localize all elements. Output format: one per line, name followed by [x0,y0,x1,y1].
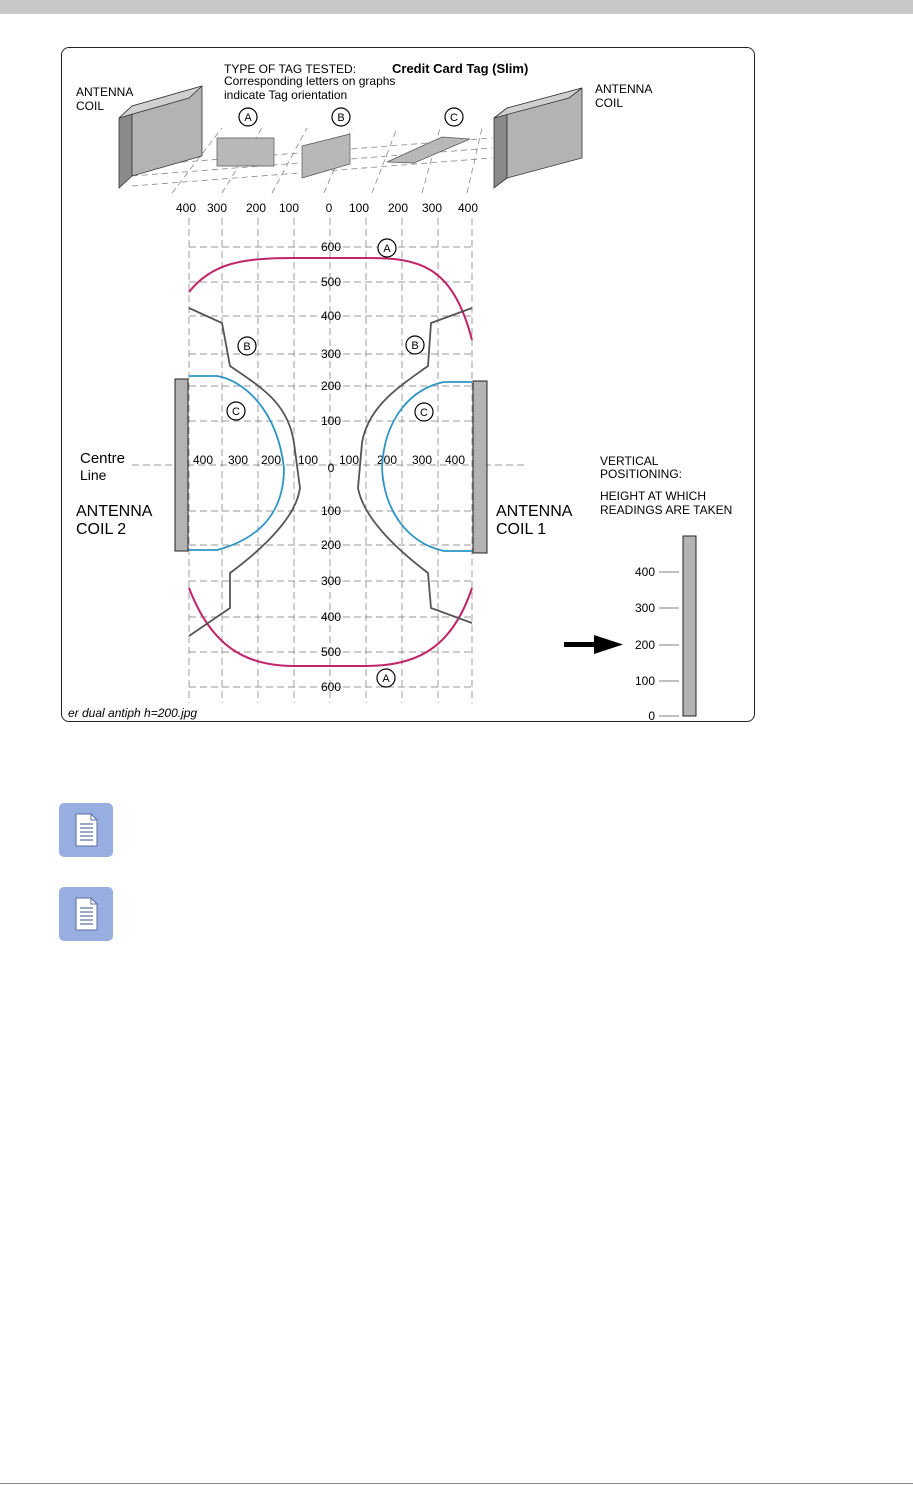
marker-a-top [378,239,396,257]
top-tick: 100 [278,201,300,215]
center-tick: 300 [320,574,342,588]
antenna-coil-1-bar [473,381,487,553]
coil2-label-line1: ANTENNA [76,503,153,520]
coil2-label-line2: COIL 2 [76,521,127,538]
svg-text:B: B [411,340,419,352]
tag-orientation-a [217,138,274,166]
tag-name: Credit Card Tag (Slim) [392,61,529,76]
svg-text:A: A [244,112,252,124]
center-tick: 500 [320,645,342,659]
center-tick: 400 [320,610,342,624]
center-tick: 600 [320,240,342,254]
vp-title-line2: POSITIONING: [600,467,683,481]
mid-tick: 300 [227,453,249,467]
center-tick: 300 [320,347,342,361]
right-antenna-coil-3d [494,88,582,188]
mid-tick: 400 [192,453,214,467]
center-scale [321,240,341,694]
document-icon [59,803,113,857]
vertical-positioning-panel [564,454,732,723]
left-coil-label-line2: COIL [76,99,105,113]
svg-text:B: B [243,341,251,353]
top-tick: 200 [387,201,409,215]
top-tick: 100 [348,201,370,215]
vp-tick: 100 [634,674,655,688]
center-tick: 400 [320,309,342,323]
mid-tick: 100 [338,453,360,467]
vp-subtitle-line1: HEIGHT AT WHICH [600,489,707,503]
mid-tick: 400 [444,453,466,467]
tag-orientation-c [387,137,470,163]
centre-line-label-line1: Centre [80,450,126,467]
bottom-rule [0,1483,913,1484]
diagram-canvas [62,48,756,723]
orientation-note-line2: indicate Tag orientation [224,88,348,102]
center-zero: 0 [327,461,335,475]
mid-tick: 300 [411,453,433,467]
mid-tick: 200 [376,453,398,467]
svg-text:B: B [337,112,345,124]
center-tick: 200 [320,538,342,552]
center-tick: 200 [320,379,342,393]
svg-text:C: C [420,407,428,419]
height-selector-arrow-icon [564,635,623,654]
top-bar [0,0,913,14]
svg-text:A: A [382,673,390,685]
coil1-label-line2: COIL 1 [496,521,547,538]
svg-text:C: C [450,112,458,124]
curve-a-upper [189,258,472,340]
figure-filename: er dual antiph h=200.jpg [68,706,198,720]
tag-orientation-b [302,134,350,178]
vp-subtitle-line2: READINGS ARE TAKEN [600,503,733,517]
antenna-field-diagram [61,47,755,722]
center-tick: 500 [320,275,342,289]
top-tick: 400 [457,201,479,215]
coil1-label-line1: ANTENNA [496,503,573,520]
vp-tick: 200 [634,638,655,652]
center-tick: 100 [320,414,342,428]
marker-c-left [227,402,245,420]
height-bar [683,536,696,716]
header-circle-a [239,108,257,126]
center-tick: 600 [320,680,342,694]
right-coil-label-line2: COIL [595,96,624,110]
mid-tick: 200 [260,453,282,467]
left-antenna-coil-3d [119,86,202,188]
top-tick: 300 [421,201,443,215]
right-coil-label-line1: ANTENNA [595,82,653,96]
vp-tick: 400 [634,565,655,579]
top-tick: 400 [175,201,197,215]
top-tick: 200 [245,201,267,215]
top-tick: 300 [206,201,228,215]
left-coil-label-line1: ANTENNA [76,85,134,99]
marker-c-right [415,403,433,421]
top-ruler [176,201,478,215]
vp-tick: 300 [634,601,655,615]
center-tick: 100 [320,504,342,518]
marker-b-left [238,337,256,355]
centre-line-label-line2: Line [80,467,107,483]
marker-a-bottom [377,669,395,687]
tag-type-label: TYPE OF TAG TESTED: [224,62,357,76]
marker-b-right [406,336,424,354]
top-tick: 0 [325,201,333,215]
header-circle-c [445,108,463,126]
mid-tick: 100 [297,453,319,467]
antenna-coil-2-bar [175,379,188,551]
header-circle-b [332,108,350,126]
document-icon [59,887,113,941]
svg-text:C: C [232,406,240,418]
vp-title-line1: VERTICAL [600,454,659,468]
svg-text:A: A [383,243,391,255]
orientation-note-line1: Corresponding letters on graphs [224,74,396,88]
vp-tick: 0 [648,709,655,723]
